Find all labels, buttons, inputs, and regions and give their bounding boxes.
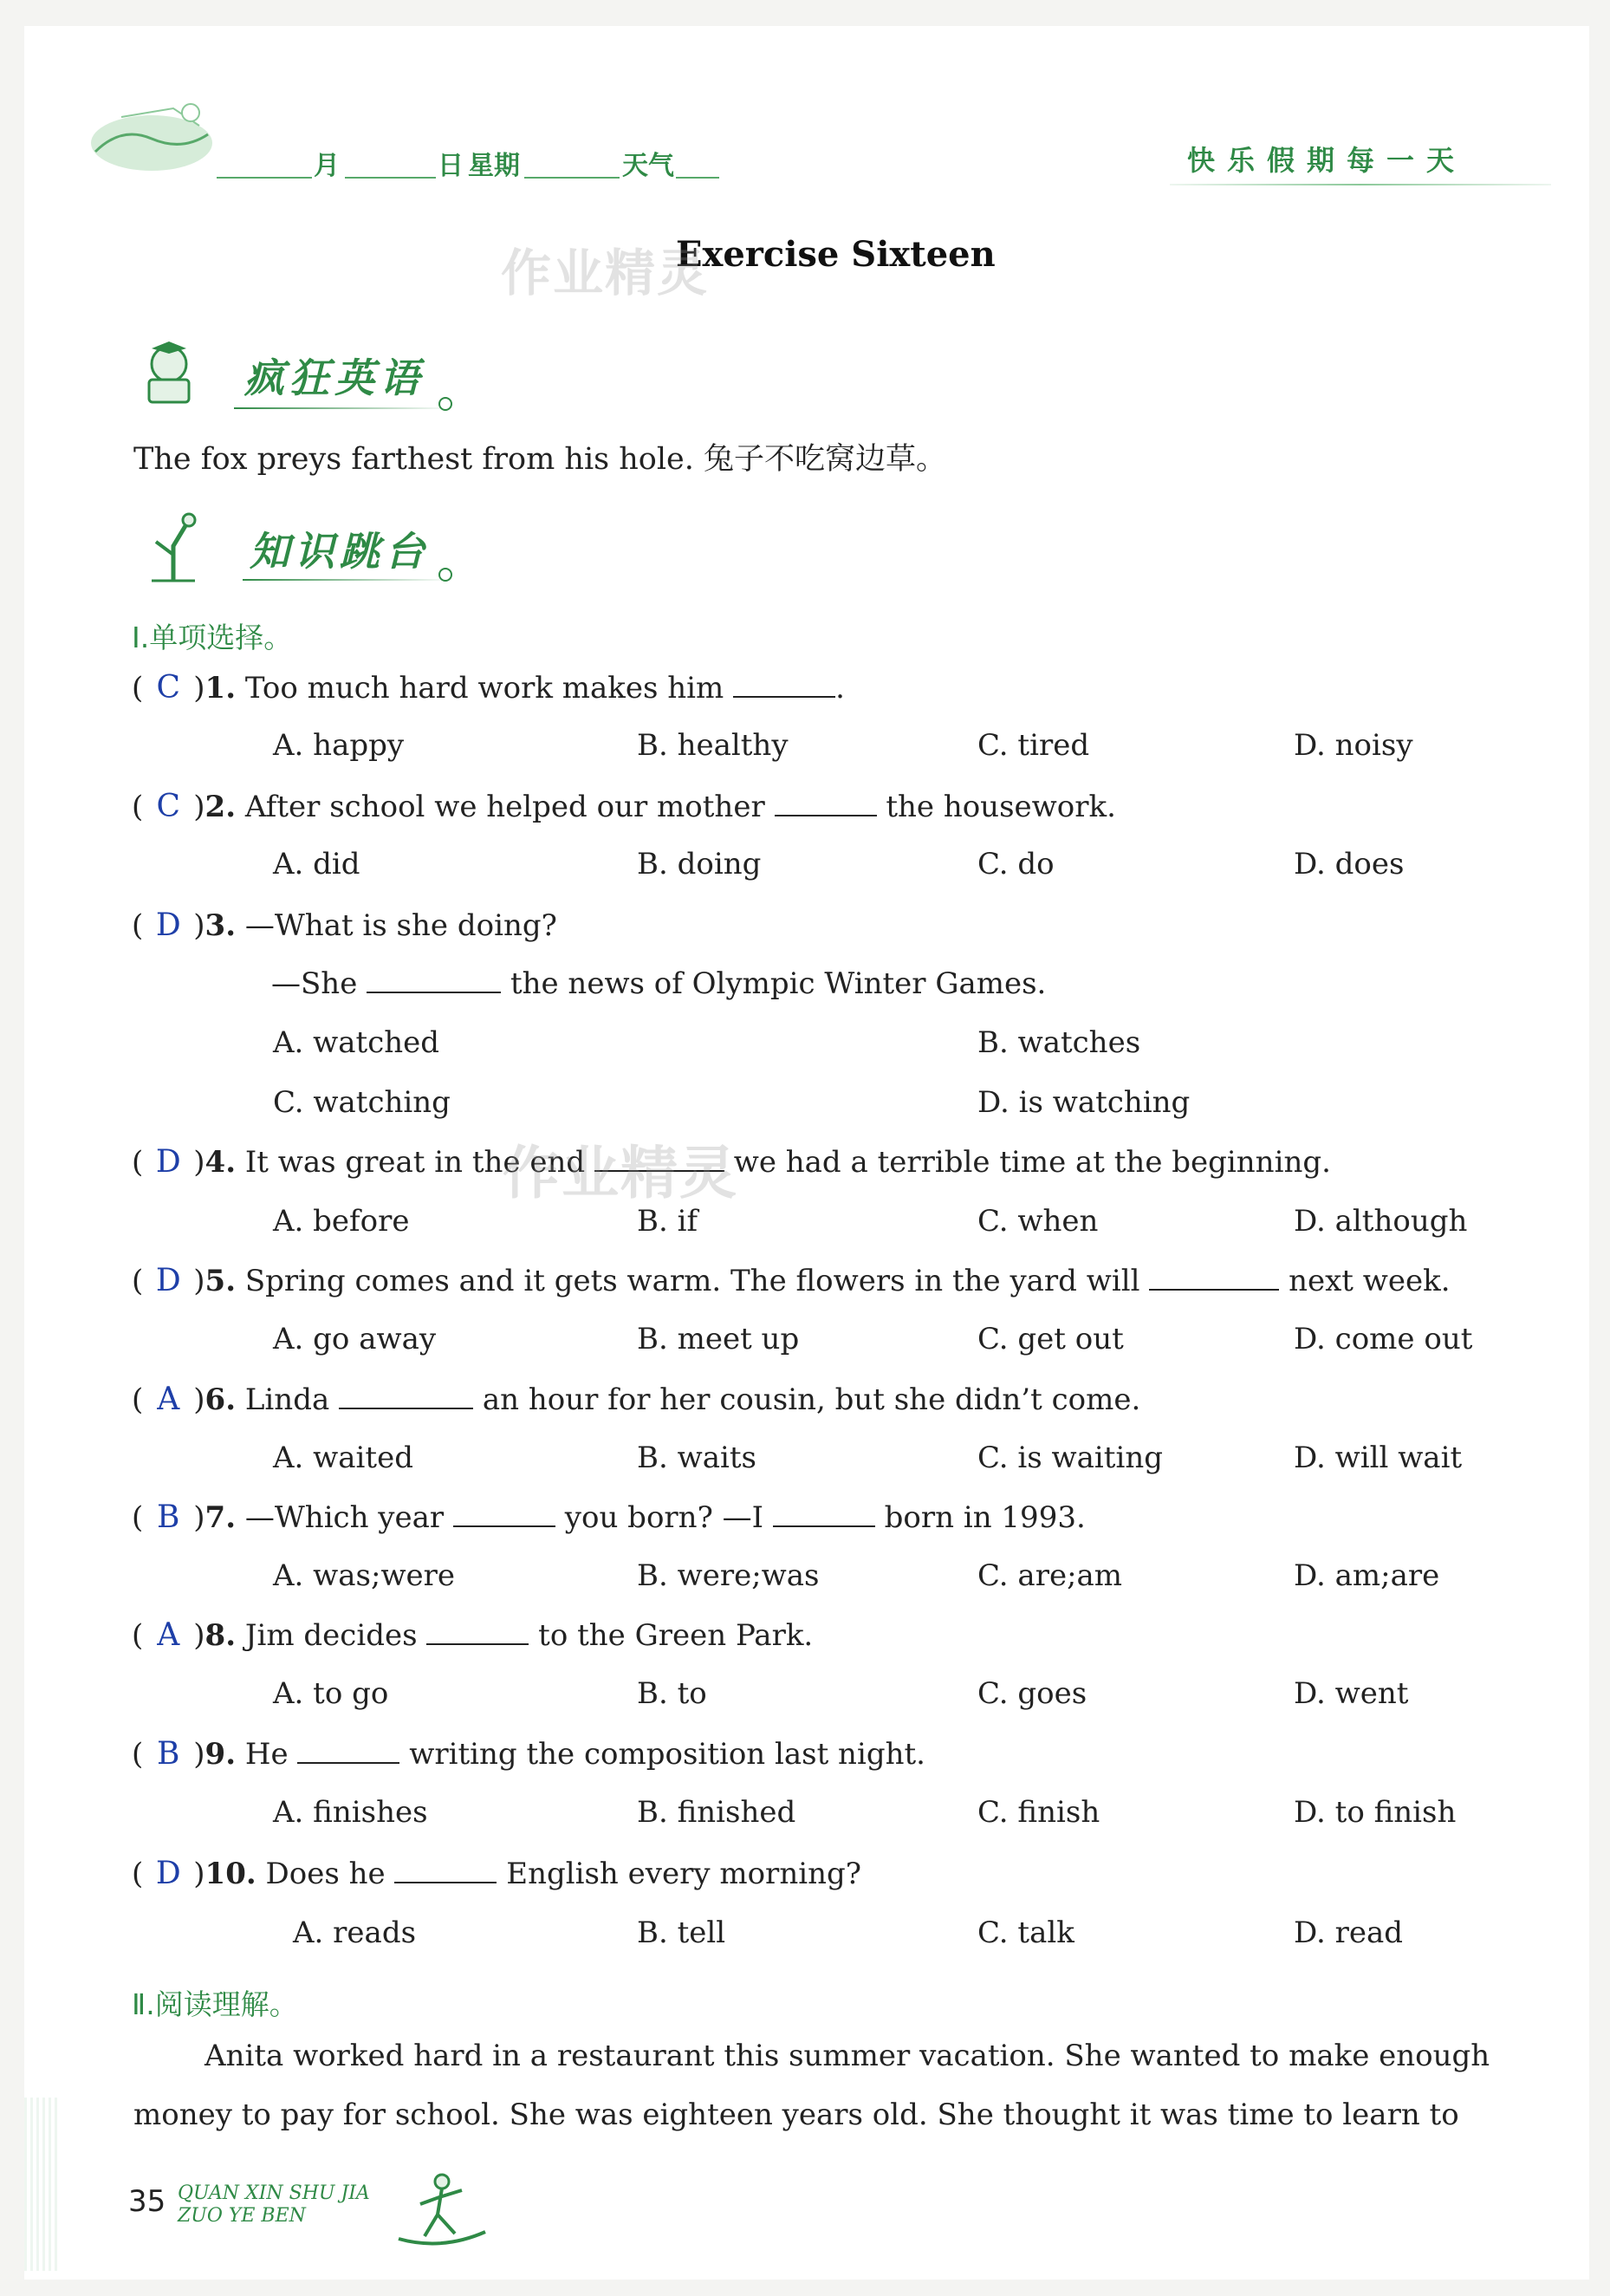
surfer-icon — [394, 2171, 490, 2249]
option-a: A. was;were — [273, 1558, 456, 1593]
option-a: A. reads — [293, 1916, 417, 1950]
answer-blank — [367, 967, 501, 993]
question-text-end: writing the composition last night. — [409, 1737, 925, 1772]
question-number: 3. — [204, 908, 237, 943]
answer: C — [156, 789, 181, 824]
answer-blank — [394, 1857, 497, 1883]
question-text: Jim decides — [244, 1618, 418, 1653]
answer: D — [155, 1263, 181, 1298]
header-landscape-icon — [87, 91, 217, 178]
option-c: C. get out — [977, 1322, 1124, 1356]
question-text: Does he — [265, 1857, 386, 1891]
question-text: He — [244, 1737, 289, 1772]
answer: C — [156, 670, 181, 706]
option-d: D. although — [1294, 1204, 1468, 1239]
question-text: Too much hard work makes him — [244, 671, 724, 706]
section-heading-knowledge: 知识跳台 — [250, 528, 430, 575]
question-text: —What is she doing? — [244, 908, 557, 943]
section-dot — [438, 397, 452, 411]
question-text: It was great in the end — [244, 1145, 586, 1180]
student-reading-icon — [130, 336, 208, 414]
question-6: ( A )6. Linda an hour for her cousin, but she didn’t come. — [132, 1382, 1141, 1417]
passage-line-2: money to pay for school. She was eighteen years old. She thought it was time to learn to — [133, 2098, 1459, 2132]
question-3: ( D )3. —What is she doing? — [132, 907, 557, 943]
answer-blank — [733, 672, 835, 698]
section-underline — [243, 579, 442, 581]
option-d: D. does — [1294, 847, 1405, 881]
question-number: 10. — [204, 1857, 256, 1891]
option-a: A. waited — [273, 1441, 413, 1475]
option-c: C. talk — [977, 1916, 1074, 1950]
motto-underline — [1170, 184, 1551, 185]
question-8: ( A )8. Jim decides to the Green Park. — [132, 1617, 814, 1653]
watermark-top: 作业精灵 — [501, 244, 710, 302]
month-blank — [217, 146, 312, 179]
question-number: 2. — [204, 790, 237, 824]
question-text: —Which year — [244, 1500, 445, 1535]
option-a: A. finishes — [273, 1795, 428, 1830]
diver-icon — [139, 511, 208, 589]
option-a: A. to go — [273, 1676, 389, 1711]
option-c: C. are;am — [977, 1558, 1123, 1593]
footer-series-line1: QUAN XIN SHU JIA — [178, 2182, 370, 2204]
answer: B — [157, 1499, 180, 1535]
option-c: C. when — [977, 1204, 1099, 1239]
option-a: A. watched — [273, 1025, 440, 1060]
week-label: 星期 — [468, 151, 520, 181]
week-blank — [524, 146, 620, 179]
day-blank — [345, 146, 436, 179]
question-10: ( D )10. Does he English every morning? — [132, 1856, 861, 1891]
answer-blank — [297, 1738, 399, 1764]
question-text-end: born in 1993. — [884, 1500, 1086, 1535]
weather-blank — [676, 146, 719, 179]
question-text-end: the news of Olympic Winter Games. — [510, 966, 1047, 1001]
question-number: 8. — [204, 1618, 237, 1653]
weather-label: 天气 — [622, 151, 674, 181]
answer-blank — [339, 1383, 473, 1409]
option-d: D. noisy — [1294, 728, 1413, 763]
question-5: ( D )5. Spring comes and it gets warm. The flowers in the yard will next week. — [132, 1263, 1451, 1298]
footer-series-line2: ZUO YE BEN — [178, 2205, 306, 2227]
answer-blank — [775, 790, 877, 816]
option-b: B. watches — [977, 1025, 1141, 1060]
question-text-end: the housework. — [886, 790, 1116, 824]
answer: A — [157, 1382, 180, 1417]
option-b: B. were;was — [637, 1558, 820, 1593]
option-a: A. go away — [273, 1322, 437, 1356]
option-c: C. do — [977, 847, 1055, 881]
option-a: A. happy — [273, 728, 405, 763]
option-b: B. meet up — [637, 1322, 800, 1356]
question-text: Linda — [244, 1382, 330, 1417]
bracket: ( — [132, 671, 144, 706]
option-c: C. goes — [977, 1676, 1087, 1711]
watermark-middle: 作业精灵 — [503, 1140, 738, 1207]
page-edge-decoration — [24, 2098, 59, 2271]
section-underline — [234, 407, 442, 409]
question-text: After school we helped our mother — [244, 790, 765, 824]
question-text-end: an hour for her cousin, but she didn’t come. — [482, 1382, 1141, 1417]
passage-line-1: Anita worked hard in a restaurant this summer vacation. She wanted to make enough — [204, 2039, 1490, 2073]
option-d: D. am;are — [1294, 1558, 1440, 1593]
proverb-text: The fox preys farthest from his hole. 兔子不吃窝边草。 — [133, 442, 947, 477]
option-a: A. did — [273, 847, 360, 881]
answer-blank — [773, 1501, 875, 1527]
option-d: D. went — [1294, 1676, 1409, 1711]
answer: D — [155, 1144, 181, 1180]
question-text-end: to the Green Park. — [538, 1618, 814, 1653]
answer: B — [157, 1736, 180, 1772]
option-d: D. to finish — [1294, 1795, 1457, 1830]
question-number: 9. — [204, 1737, 237, 1772]
section-dot — [438, 568, 452, 582]
option-a: A. before — [273, 1204, 410, 1239]
answer: A — [157, 1617, 180, 1653]
question-text-end: English every morning? — [506, 1857, 861, 1891]
option-d: D. come out — [1294, 1322, 1473, 1356]
option-b: B. tell — [637, 1916, 726, 1950]
option-b: B. if — [637, 1204, 698, 1239]
question-7: ( B )7. —Which year you born? —I born in 1993. — [132, 1499, 1086, 1535]
question-number: 5. — [204, 1264, 237, 1298]
question-text-mid: you born? —I — [564, 1500, 764, 1535]
option-c: C. watching — [273, 1085, 451, 1120]
option-b: B. to — [637, 1676, 707, 1711]
answer-blank — [426, 1619, 529, 1645]
answer-blank — [1149, 1265, 1279, 1291]
question-1: ( C )1. Too much hard work makes him . — [132, 670, 845, 706]
question-text: Spring comes and it gets warm. The flowers in the yard will — [244, 1264, 1140, 1298]
answer-blank — [453, 1501, 555, 1527]
answer: D — [155, 1856, 181, 1891]
option-d: D. will wait — [1294, 1441, 1463, 1475]
part2-title: Ⅱ.阅读理解。 — [132, 1987, 298, 2021]
question-text-end: . — [835, 671, 845, 706]
month-label: 月 — [314, 151, 340, 181]
option-d: D. is watching — [977, 1085, 1191, 1120]
option-b: B. finished — [637, 1795, 796, 1830]
question-number: 6. — [204, 1382, 237, 1417]
question-number: 7. — [204, 1500, 237, 1535]
option-d: D. read — [1294, 1916, 1404, 1950]
answer: D — [155, 907, 181, 943]
question-number: 1. — [204, 671, 237, 706]
question-2: ( C )2. After school we helped our mother the housework. — [132, 789, 1116, 824]
page-number: 35 — [128, 2184, 166, 2219]
option-b: B. doing — [637, 847, 762, 881]
option-b: B. waits — [637, 1441, 756, 1475]
section-heading-crazy-english: 疯狂英语 — [244, 354, 425, 401]
question-4: ( D )4. It was great in the end we had a terrible time at the beginning. — [132, 1144, 1331, 1180]
question-3-line2 — [271, 966, 1046, 1001]
header-motto: 快乐假期每一天 — [1187, 144, 1467, 177]
part1-title: Ⅰ.单项选择。 — [132, 621, 293, 654]
option-c: C. tired — [977, 728, 1090, 763]
question-text-end: next week. — [1289, 1264, 1451, 1298]
day-label: 日 — [438, 151, 464, 181]
option-c: C. is waiting — [977, 1441, 1163, 1475]
question-number: 4. — [204, 1145, 237, 1180]
option-c: C. finish — [977, 1795, 1100, 1830]
page-title: Exercise Sixteen — [676, 234, 996, 275]
option-b: B. healthy — [637, 728, 789, 763]
question-9: ( B )9. He writing the composition last night. — [132, 1736, 925, 1772]
question-text-end: we had a terrible time at the beginning. — [733, 1145, 1331, 1180]
question-text: —She — [271, 966, 358, 1001]
